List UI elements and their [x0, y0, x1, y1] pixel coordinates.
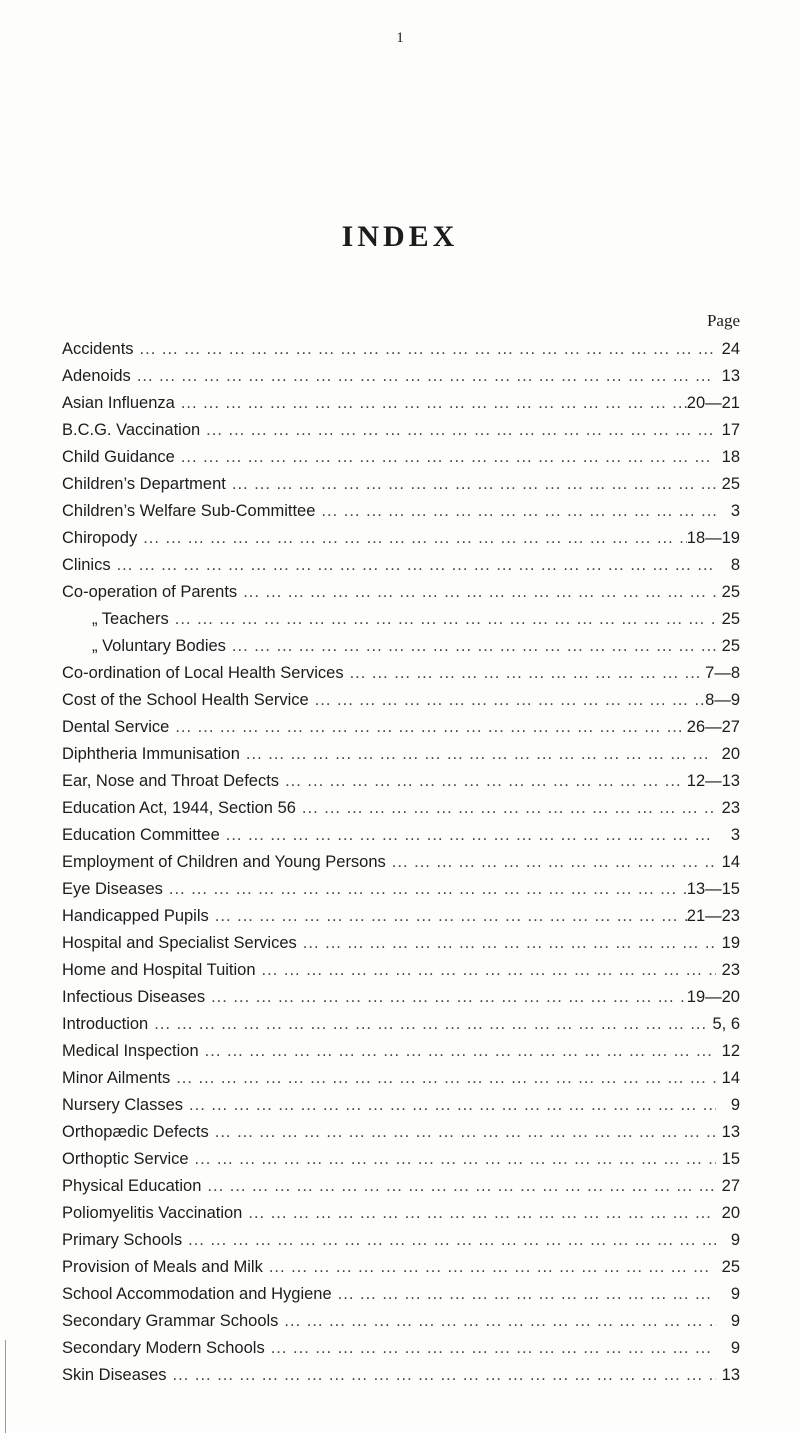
dot-leader [182, 1227, 716, 1254]
entry-page: 9 [730, 1339, 740, 1357]
index-entry [62, 1038, 740, 1065]
entry-label: Adenoids [62, 367, 131, 385]
dot-leader [386, 849, 716, 876]
index-entry [62, 1119, 740, 1146]
entry-page: 13—15 [686, 880, 740, 898]
entry-page: 12 [721, 1042, 740, 1060]
index-entry [62, 390, 740, 417]
entry-page: 9 [730, 1285, 740, 1303]
entry-label: Co-ordination of Local Health Services [62, 664, 344, 682]
entry-label: „ Teachers [92, 610, 169, 628]
entry-page: 7—8 [705, 664, 740, 682]
entry-page: 20 [721, 745, 740, 763]
dot-leader [237, 579, 716, 606]
entry-label: Children’s Welfare Sub-Committee [62, 502, 316, 520]
entry-label: Introduction [62, 1015, 149, 1033]
entry-label: Provision of Meals and Milk [62, 1258, 263, 1276]
index-entry [62, 687, 740, 714]
index-entry [62, 1335, 740, 1362]
index-entry [62, 1092, 740, 1119]
entry-page: 15 [721, 1150, 740, 1168]
dot-leader [189, 1146, 716, 1173]
entry-page: 19—20 [686, 988, 740, 1006]
index-entries [62, 336, 740, 1389]
entry-label: Cost of the School Health Service [62, 691, 309, 709]
dot-leader [169, 714, 686, 741]
dot-leader [220, 822, 716, 849]
entry-label: B.C.G. Vaccination [62, 421, 201, 439]
entry-label: Co-operation of Parents [62, 583, 238, 601]
index-entry [62, 363, 740, 390]
dot-leader [175, 390, 687, 417]
dot-leader [309, 687, 705, 714]
entry-label: Clinics [62, 556, 111, 574]
dot-leader [175, 444, 716, 471]
entry-label: Primary Schools [62, 1231, 183, 1249]
dot-leader [332, 1281, 716, 1308]
entry-page: 9 [730, 1231, 740, 1249]
dot-leader [183, 1092, 716, 1119]
entry-label: Ear, Nose and Throat Defects [62, 772, 280, 790]
entry-page: 25 [721, 1258, 740, 1276]
dot-leader [148, 1011, 712, 1038]
dot-leader [279, 768, 687, 795]
entry-label: Accidents [62, 340, 134, 358]
entry-page: 25 [721, 475, 740, 493]
index-entry [62, 768, 740, 795]
entry-page: 25 [721, 610, 740, 628]
entry-label: Eye Diseases [62, 880, 163, 898]
entry-page: 25 [721, 583, 740, 601]
entry-label: Minor Ailments [62, 1069, 171, 1087]
dot-leader [226, 471, 716, 498]
entry-label: Handicapped Pupils [62, 907, 209, 925]
entry-label: Chiropody [62, 529, 138, 547]
entry-label: Poliomyelitis Vaccination [62, 1204, 243, 1222]
dot-leader [226, 633, 716, 660]
entry-page: 3 [730, 502, 740, 520]
entry-label: School Accommodation and Hygiene [62, 1285, 332, 1303]
dot-leader [205, 984, 687, 1011]
dot-leader [200, 417, 716, 444]
dot-leader [263, 1254, 716, 1281]
entry-page: 27 [721, 1177, 740, 1195]
dot-leader [111, 552, 716, 579]
entry-label: Secondary Modern Schools [62, 1339, 265, 1357]
dot-leader [134, 336, 716, 363]
index-entry [62, 957, 740, 984]
entry-page: 25 [721, 637, 740, 655]
entry-label: Physical Education [62, 1177, 202, 1195]
index-entry [62, 1065, 740, 1092]
index-entry [62, 1308, 740, 1335]
entry-label: Dental Service [62, 718, 170, 736]
entry-label: Nursery Classes [62, 1096, 184, 1114]
entry-page: 8 [730, 556, 740, 574]
index-entry [62, 606, 740, 633]
dot-leader [199, 1038, 716, 1065]
index-entry [62, 660, 740, 687]
index-entry [62, 714, 740, 741]
entry-page: 13 [721, 1123, 740, 1141]
dot-leader [137, 525, 687, 552]
entry-label: Education Committee [62, 826, 220, 844]
index-entry [62, 498, 740, 525]
entry-label: Orthopædic Defects [62, 1123, 209, 1141]
dot-leader [209, 903, 687, 930]
dot-leader [170, 1065, 716, 1092]
dot-leader [240, 741, 716, 768]
page-column-header: Page [706, 311, 740, 330]
dot-leader [167, 1362, 716, 1389]
entry-page: 20—21 [686, 394, 740, 412]
index-entry [62, 822, 740, 849]
entry-page: 9 [730, 1096, 740, 1114]
dot-leader [209, 1119, 716, 1146]
index-entry [62, 1173, 740, 1200]
entry-label: Education Act, 1944, Section 56 [62, 799, 296, 817]
entry-label: Skin Diseases [62, 1366, 167, 1384]
index-entry [62, 579, 740, 606]
index-entry [62, 984, 740, 1011]
index-entry [62, 1362, 740, 1389]
entry-page: 8—9 [705, 691, 740, 709]
entry-page: 23 [721, 799, 740, 817]
index-entry [62, 795, 740, 822]
entry-label: „ Voluntary Bodies [92, 637, 226, 655]
dot-leader [297, 930, 716, 957]
entry-label: Children’s Department [62, 475, 226, 493]
dot-leader [315, 498, 716, 525]
margin-line [5, 1340, 6, 1433]
entry-page: 18 [721, 448, 740, 466]
index-entry [62, 1254, 740, 1281]
entry-label: Secondary Grammar Schools [62, 1312, 279, 1330]
entry-label: Home and Hospital Tuition [62, 961, 256, 979]
entry-label: Employment of Children and Young Persons [62, 853, 386, 871]
entry-label: Infectious Diseases [62, 988, 206, 1006]
entry-page: 21—23 [686, 907, 740, 925]
index-entry [62, 633, 740, 660]
index-entry [62, 552, 740, 579]
index-entry [62, 525, 740, 552]
entry-page: 13 [721, 367, 740, 385]
dot-leader [344, 660, 706, 687]
entry-page: 14 [721, 853, 740, 871]
entry-label: Asian Influenza [62, 394, 175, 412]
index-entry [62, 336, 740, 363]
index-entry [62, 1146, 740, 1173]
index-entry [62, 903, 740, 930]
index-title: INDEX [341, 220, 459, 253]
entry-page: 26—27 [686, 718, 740, 736]
dot-leader [131, 363, 716, 390]
index-entry [62, 741, 740, 768]
entry-label: Medical Inspection [62, 1042, 199, 1060]
index-entry [62, 471, 740, 498]
entry-page: 9 [730, 1312, 740, 1330]
index-entry [62, 444, 740, 471]
entry-page: 5, 6 [712, 1015, 740, 1033]
index-entry [62, 1200, 740, 1227]
index-entry [62, 876, 740, 903]
index-entry [62, 1011, 740, 1038]
dot-leader [242, 1200, 716, 1227]
index-entry [62, 1227, 740, 1254]
entry-label: Orthoptic Service [62, 1150, 189, 1168]
entry-page: 3 [730, 826, 740, 844]
entry-page: 18—19 [686, 529, 740, 547]
entry-label: Hospital and Specialist Services [62, 934, 297, 952]
page-number: 1 [396, 30, 404, 46]
dot-leader [278, 1308, 716, 1335]
index-entry [62, 849, 740, 876]
dot-leader [163, 876, 687, 903]
dot-leader [296, 795, 716, 822]
entry-label: Child Guidance [62, 448, 175, 466]
index-entry [62, 930, 740, 957]
entry-label: Diphtheria Immunisation [62, 745, 240, 763]
entry-page: 17 [721, 421, 740, 439]
entry-page: 14 [721, 1069, 740, 1087]
entry-page: 23 [721, 961, 740, 979]
entry-page: 19 [721, 934, 740, 952]
entry-page: 13 [721, 1366, 740, 1384]
index-entry [62, 417, 740, 444]
entry-page: 24 [721, 340, 740, 358]
dot-leader [265, 1335, 716, 1362]
dot-leader [201, 1173, 716, 1200]
entry-page: 20 [721, 1204, 740, 1222]
dot-leader [256, 957, 716, 984]
index-entry [62, 1281, 740, 1308]
entry-page: 12—13 [686, 772, 740, 790]
dot-leader [169, 606, 716, 633]
